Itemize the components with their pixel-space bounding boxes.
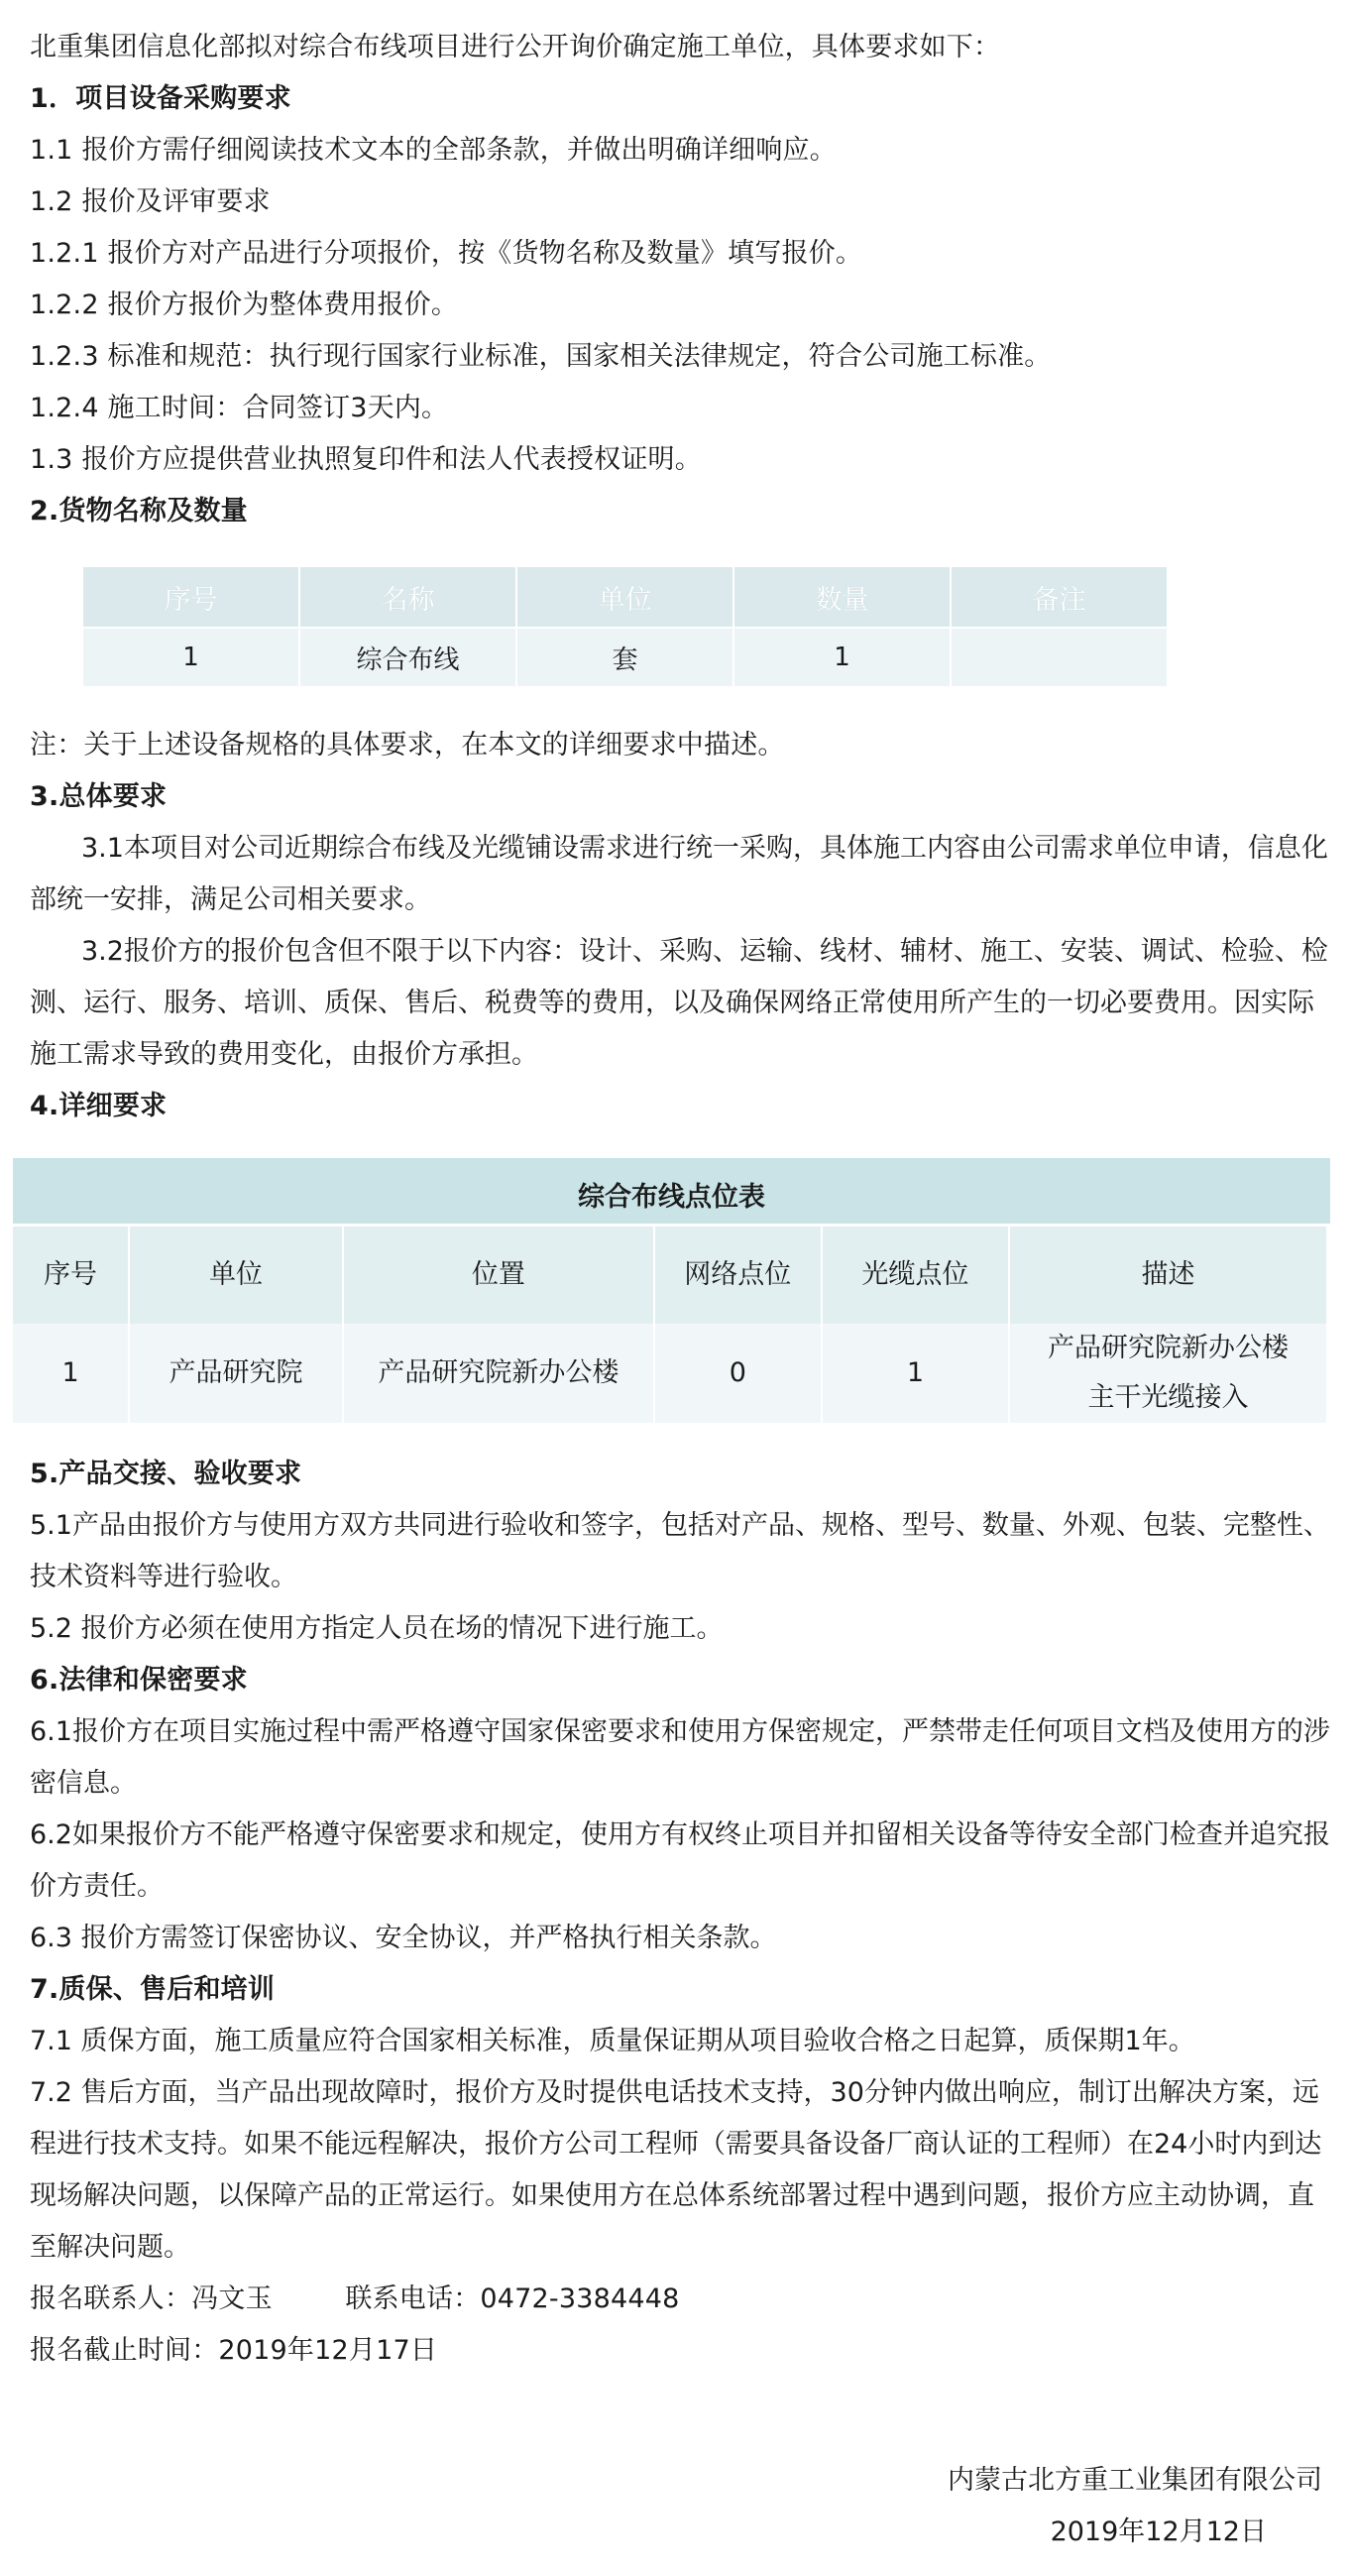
section-1-line: 1.2.2 报价方报价为整体费用报价。	[30, 290, 459, 320]
goods-header-cell: 单位	[517, 567, 732, 627]
cabling-cell: 0	[655, 1324, 821, 1423]
section-5-paragraph: 5.2 报价方必须在使用方指定人员在场的情况下进行施工。	[30, 1613, 724, 1644]
section-1-line: 1.2.3 标准和规范：执行现行国家行业标准，国家相关法律规定，符合公司施工标准。	[30, 341, 1052, 372]
cabling-header-cell: 网络点位	[655, 1227, 821, 1324]
cabling-cell: 1	[823, 1324, 1008, 1423]
section-6-paragraph: 6.3 报价方需签订保密协议、安全协议，并严格执行相关条款。	[30, 1923, 777, 1953]
goods-header-cell: 备注	[952, 567, 1167, 627]
cabling-header-cell: 光缆点位	[823, 1227, 1008, 1324]
goods-cell: 综合布线	[300, 629, 515, 686]
section-3-paragraph: 3.2报价方的报价包含但不限于以下内容：设计、采购、运输、线材、辅材、施工、安装、调试、检验、检测、运行、服务、培训、质保、售后、税费等的费用，以及确保网络正常使用所产生的一切必要费用。因实际施工需求导致的费用变化，由报价方承担。	[30, 936, 1328, 1070]
cabling-cell: 1	[13, 1324, 128, 1423]
section-5-heading: 5.产品交接、验收要求	[30, 1459, 302, 1489]
intro-text: 北重集团信息化部拟对综合布线项目进行公开询价确定施工单位，具体要求如下：	[30, 32, 1001, 62]
signature-company: 内蒙古北方重工业集团有限公司	[948, 2465, 1322, 2496]
section-2-note: 注：关于上述设备规格的具体要求，在本文的详细要求中描述。	[30, 730, 785, 761]
contact-phone: 联系电话：0472-3384448	[345, 2283, 680, 2314]
goods-table	[81, 565, 1169, 688]
cabling-table-header-row	[13, 1227, 1326, 1324]
table-row	[13, 1324, 1326, 1423]
section-5-paragraph: 5.1产品由报价方与使用方双方共同进行验收和签字，包括对产品、规格、型号、数量、外观、包装、完整性、技术资料等进行验收。	[30, 1510, 1330, 1592]
section-1-line: 1.3 报价方应提供营业执照复印件和法人代表授权证明。	[30, 444, 702, 475]
section-6-heading: 6.法律和保密要求	[30, 1665, 248, 1696]
section-1-line: 1.2.4 施工时间：合同签订3天内。	[30, 393, 449, 423]
section-1-line: 1.1 报价方需仔细阅读技术文本的全部条款，并做出明确详细响应。	[30, 135, 837, 166]
goods-table-wrapper	[81, 565, 1330, 688]
cabling-table	[11, 1227, 1328, 1423]
cabling-header-cell: 单位	[130, 1227, 342, 1324]
cabling-header-cell: 位置	[344, 1227, 653, 1324]
cabling-header-cell: 描述	[1010, 1227, 1326, 1324]
cabling-table-wrapper	[13, 1158, 1330, 1423]
goods-header-cell: 名称	[300, 567, 515, 627]
goods-table-header-row	[83, 567, 1167, 627]
goods-cell: 1	[734, 629, 950, 686]
section-1-heading: 1．项目设备采购要求	[30, 83, 291, 114]
goods-cell	[952, 629, 1167, 686]
section-6-paragraph: 6.2如果报价方不能严格遵守保密要求和规定，使用方有权终止项目并扣留相关设备等待安全部门检查并追究报价方责任。	[30, 1819, 1330, 1902]
section-3-paragraph: 3.1本项目对公司近期综合布线及光缆铺设需求进行统一采购，具体施工内容由公司需求单位申请，信息化部统一安排，满足公司相关要求。	[30, 833, 1328, 915]
goods-header-cell: 数量	[734, 567, 950, 627]
section-6-paragraph: 6.1报价方在项目实施过程中需严格遵守国家保密要求和使用方保密规定，严禁带走任何项目文档及使用方的涉密信息。	[30, 1716, 1330, 1799]
cabling-header-cell: 序号	[13, 1227, 128, 1324]
section-7-heading: 7.质保、售后和培训	[30, 1974, 276, 2005]
goods-cell: 1	[83, 629, 298, 686]
section-2-heading: 2.货物名称及数量	[30, 496, 248, 527]
cabling-table-title: 综合布线点位表	[13, 1158, 1330, 1224]
signature-date: 2019年12月12日	[1050, 2517, 1267, 2547]
section-3-heading: 3.总体要求	[30, 781, 168, 812]
section-7-paragraph: 7.2 售后方面，当产品出现故障时，报价方及时提供电话技术支持，30分钟内做出响应，制订出解决方案，远程进行技术支持。如果不能远程解决，报价方公司工程师（需要具备设备厂商认证的工程师）在24小时内到达现场解决问题，以保障产品的正常运行。如果使用方在总体系统部署过程中遇到问题，报价方应主动协调，直至解决问题。	[30, 2077, 1322, 2263]
cabling-cell: 产品研究院	[130, 1324, 342, 1423]
registration-deadline: 报名截止时间：2019年12月17日	[30, 2335, 438, 2366]
cabling-cell: 产品研究院新办公楼	[344, 1324, 653, 1423]
contact-line	[30, 2274, 1330, 2325]
goods-header-cell: 序号	[83, 567, 298, 627]
section-7-paragraph: 7.1 质保方面，施工质量应符合国家相关标准，质量保证期从项目验收合格之日起算，质保期1年。	[30, 2026, 1195, 2056]
section-4-heading: 4.详细要求	[30, 1091, 168, 1121]
section-1-line: 1.2.1 报价方对产品进行分项报价，按《货物名称及数量》填写报价。	[30, 238, 863, 269]
cabling-cell: 产品研究院新办公楼主干光缆接入	[1010, 1324, 1326, 1423]
contact-person: 报名联系人：冯文玉	[30, 2283, 273, 2314]
goods-cell: 套	[517, 629, 732, 686]
section-1-line: 1.2 报价及评审要求	[30, 186, 271, 217]
table-row	[83, 629, 1167, 686]
